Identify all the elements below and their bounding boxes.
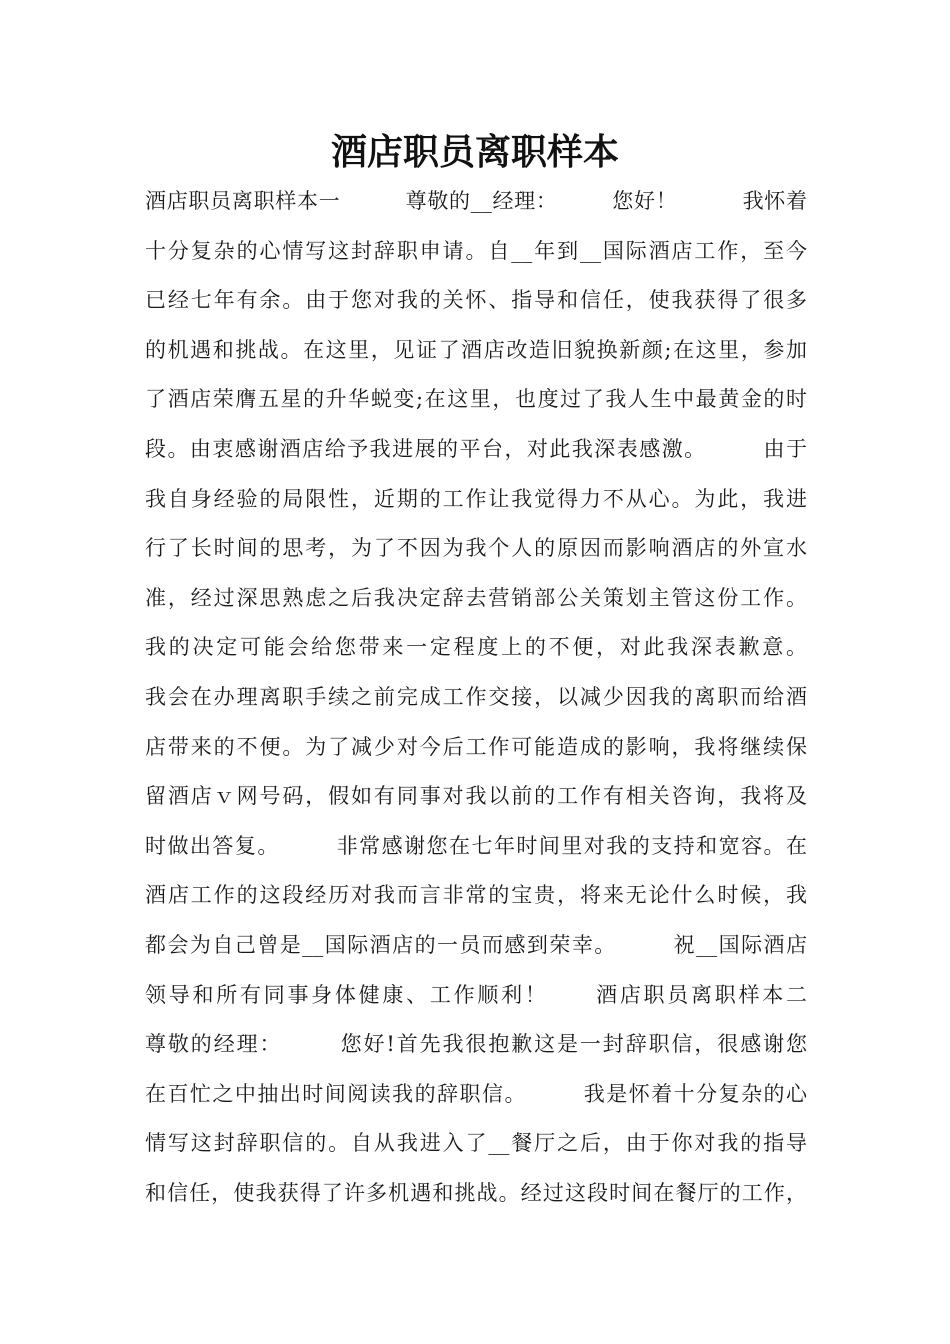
body-line: 十分复杂的心情写这封辞职申请。自__年到__国际酒店工作，至今: [145, 238, 807, 263]
document-body: [145, 177, 807, 1218]
body-line: 尊敬的经理： 您好!首先我很抱歉这是一封辞职信，很感谢您: [145, 1032, 807, 1057]
body-line: 行了长时间的思考，为了不因为我个人的原因而影响酒店的外宣水: [145, 536, 807, 561]
body-line: 领导和所有同事身体健康、工作顺利！ 酒店职员离职样本二: [145, 982, 807, 1007]
body-line: 了酒店荣膺五星的升华蜕变;在这里，也度过了我人生中最黄金的时: [145, 387, 807, 412]
body-line: 店带来的不便。为了减少对今后工作可能造成的影响，我将继续保: [145, 734, 807, 759]
body-line: 的机遇和挑战。在这里，见证了酒店改造旧貌换新颜;在这里，参加: [145, 337, 807, 362]
body-line: 酒店工作的这段经历对我而言非常的宝贵，将来无论什么时候，我: [145, 883, 807, 908]
body-line: 我会在办理离职手续之前完成工作交接，以减少因我的离职而给酒: [145, 684, 807, 709]
body-line: 情写这封辞职信的。自从我进入了__餐厅之后，由于你对我的指导: [145, 1131, 807, 1156]
body-line: 留酒店ｖ网号码，假如有同事对我以前的工作有相关咨询，我将及: [145, 784, 807, 809]
body-line: 酒店职员离职样本一 尊敬的__经理： 您好！ 我怀着: [145, 189, 807, 213]
body-line: 都会为自己曾是__国际酒店的一员而感到荣幸。 祝__国际酒店: [145, 932, 807, 957]
body-line: 在百忙之中抽出时间阅读我的辞职信。 我是怀着十分复杂的心: [145, 1081, 807, 1106]
body-line: 和信任，使我获得了许多机遇和挑战。经过这段时间在餐厅的工作，: [145, 1180, 807, 1205]
body-line: 准，经过深思熟虑之后我决定辞去营销部公关策划主管这份工作。: [145, 585, 807, 610]
body-line: 段。由衷感谢酒店给予我进展的平台，对此我深表感激。 由于: [145, 436, 807, 461]
body-line: 已经七年有余。由于您对我的关怀、指导和信任，使我获得了很多: [145, 288, 807, 313]
body-line: 我的决定可能会给您带来一定程度上的不便，对此我深表歉意。: [145, 635, 807, 660]
body-line: 我自身经验的局限性，近期的工作让我觉得力不从心。为此，我进: [145, 486, 807, 511]
body-line: 时做出答复。 非常感谢您在七年时间里对我的支持和宽容。在: [145, 833, 807, 858]
document-title: 酒店职员离职样本: [330, 132, 619, 173]
